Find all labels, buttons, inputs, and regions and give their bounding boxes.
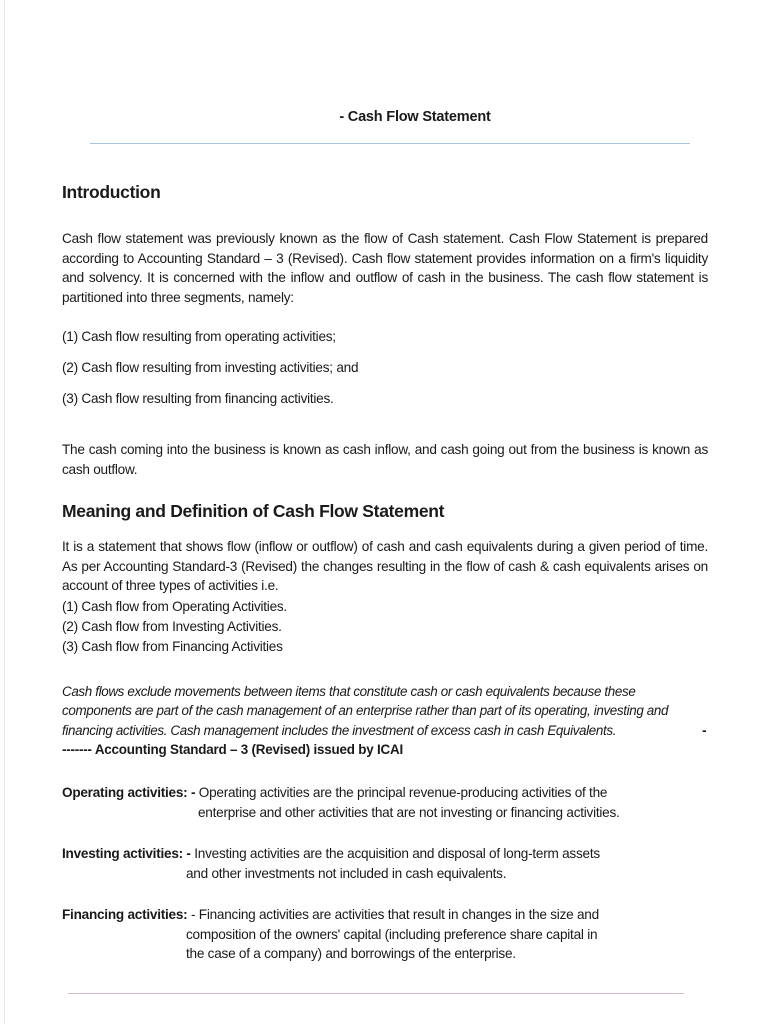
activity-list-item-3: (3) Cash flow from Financing Activities xyxy=(62,639,283,654)
introduction-heading: Introduction xyxy=(62,182,161,202)
investing-activities-definition xyxy=(62,844,722,883)
as3-attribution: -------- Accounting Standard – 3 (Revised) issued by ICAI xyxy=(62,722,707,758)
cash-inflow-outflow-paragraph: The cash coming into the business is known as cash inflow, and cash going out from the business is known as cash outflow. xyxy=(62,442,708,477)
activity-list-item-1: (1) Cash flow from Operating Activities. xyxy=(62,599,287,614)
segment-item-1: (1) Cash flow resulting from operating activities; xyxy=(62,329,336,344)
operating-activities-line-1: Operating activities are the principal revenue-producing activities of the xyxy=(198,785,608,800)
investing-activities-line-2: and other investments not included in cash equivalents. xyxy=(186,865,507,881)
financing-activities-definition xyxy=(62,905,722,964)
investing-activities-line-1: Investing activities are the acquisition and disposal of long-term assets xyxy=(194,846,600,861)
meaning-paragraph: It is a statement that shows flow (inflow or outflow) of cash and cash equivalents during a given period of time. As per Accounting Standard-3 (Revised) the changes resulting in the flow of cash & cash equivalents arises on account of three types of activities i.e. xyxy=(62,539,708,594)
segment-item-2: (2) Cash flow resulting from investing activities; and xyxy=(62,360,359,375)
introduction-paragraph: Cash flow statement was previously known as the flow of Cash statement. Cash Flow Statement is prepared according to Accounting Standard – 3 (Revised). Cash flow statement provides information on a firm's liquidity and solvency. It is concerned with the inflow and outflow of cash in the business. The cash flow statement is partitioned into three segments, namely: xyxy=(62,231,708,305)
financing-activities-line-2: composition of the owners' capital (including preference share capital in xyxy=(186,926,598,942)
footer-rule xyxy=(68,993,684,994)
financing-activities-line-3: the case of a company) and borrowings of the enterprise. xyxy=(186,946,516,962)
operating-activities-line-2: enterprise and other activities that are not investing or financing activities. xyxy=(198,804,620,820)
activity-list-item-2: (2) Cash flow from Investing Activities. xyxy=(62,619,282,634)
investing-activities-term: Investing activities: - xyxy=(62,846,191,861)
operating-activities-definition xyxy=(62,783,722,822)
operating-activities-term: Operating activities: - xyxy=(62,785,196,800)
document-title: - Cash Flow Statement xyxy=(339,109,491,125)
financing-activities-line-1: - Financing activities are activities that result in changes in the size and xyxy=(190,907,599,922)
as3-quote-text: Cash flows exclude movements between items that constitute cash or cash equivalents because these components are part of the cash management of an enterprise rather than part of its operating, investing and financing activities. Cash management includes the investment of excess cash in cash Equivalents. xyxy=(62,684,669,738)
as3-quote-block xyxy=(62,682,708,760)
page-edge-shadow xyxy=(4,0,5,1024)
title-underline-rule xyxy=(90,143,690,144)
segment-item-3: (3) Cash flow resulting from financing activities. xyxy=(62,391,334,406)
financing-activities-term: Financing activities: xyxy=(62,907,188,922)
meaning-heading: Meaning and Definition of Cash Flow Statement xyxy=(62,501,445,521)
